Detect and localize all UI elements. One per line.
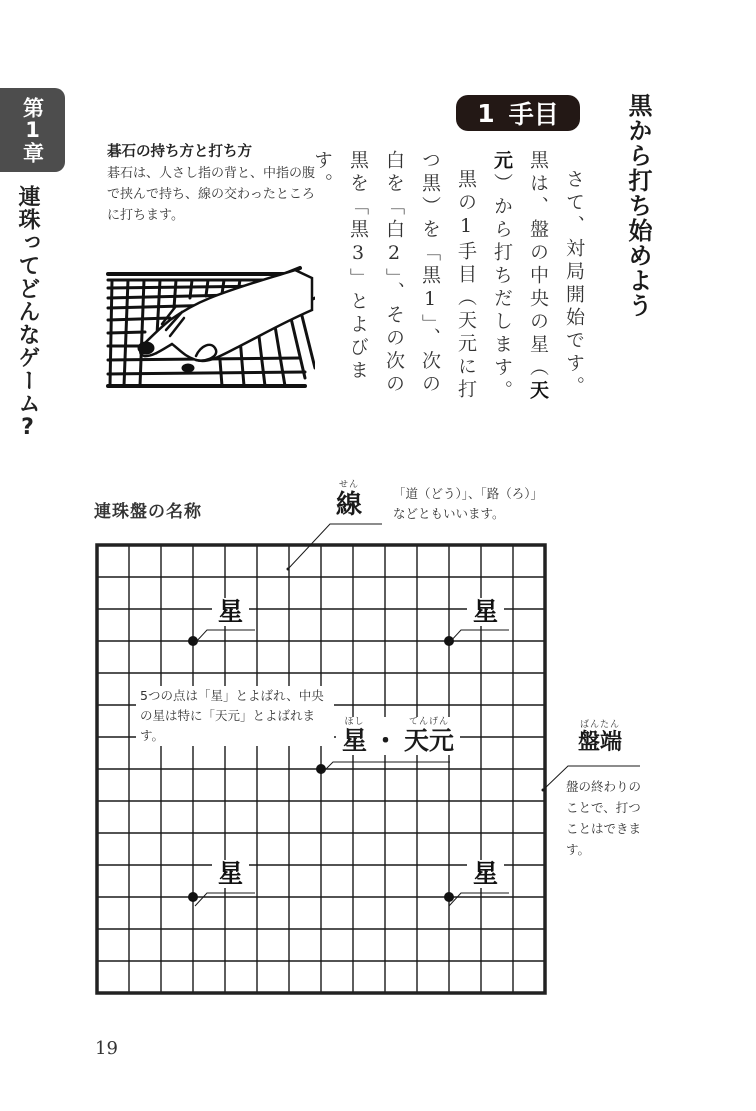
section-heading: 黒から打ち始めよう (624, 93, 652, 318)
line-term: 線 (336, 490, 363, 520)
star-label-bottom-right: 星 (467, 860, 504, 888)
star-label-bottom-left: 星 (212, 860, 249, 888)
hoshi-term: 星 (342, 726, 368, 755)
edge-note: 盤の終わりのことで、打つことはできます。 (566, 779, 642, 857)
star-note: 5つの点は「星」とよばれ、中央の星は特に「天元」とよばれます。 (136, 686, 334, 746)
chapter-tab-label: 第1章 (20, 97, 45, 163)
board-diagram-title: 連珠盤の名称 (94, 502, 202, 522)
paragraph-1-pre: さて、対局開始です。黒は、盤の中央の星（ (527, 150, 585, 399)
tengen-term: 天元 (404, 726, 455, 755)
star-label-top-right: 星 (467, 598, 504, 626)
edge-ruby: ばんたん (580, 720, 621, 730)
caption-text: 碁石は、人さし指の背と、中指の腹で挟んで持ち、線の交わったところに打ちます。 (107, 166, 316, 223)
badge-number: 1 (477, 98, 495, 128)
star-label-top-left: 星 (212, 598, 249, 626)
caption-title: 碁石の持ち方と打ち方 (107, 144, 252, 160)
paragraph-1-post: ）から打ちだします。 (491, 173, 513, 403)
page-number: 19 (95, 1038, 118, 1059)
badge-label: 手目 (508, 100, 559, 129)
edge-term: 盤端 (578, 730, 623, 755)
chapter-title: 連珠ってどんなゲーム? (15, 185, 40, 441)
center-dot: ・ (373, 726, 399, 755)
tengen-bold: 天元 (491, 150, 549, 403)
tengen-ruby: てんげん (409, 717, 450, 727)
line-ruby: せん (339, 480, 360, 490)
line-note: 「道（どう）」、「路（ろ）」などともいいます。 (393, 486, 544, 521)
hoshi-ruby: ほし (344, 717, 365, 727)
paragraph-2: 黒の1手目（天元に打つ黒）を「黒1」、次の白を「白2」、その次の黒を「黒3」とよびます。 (311, 150, 477, 402)
